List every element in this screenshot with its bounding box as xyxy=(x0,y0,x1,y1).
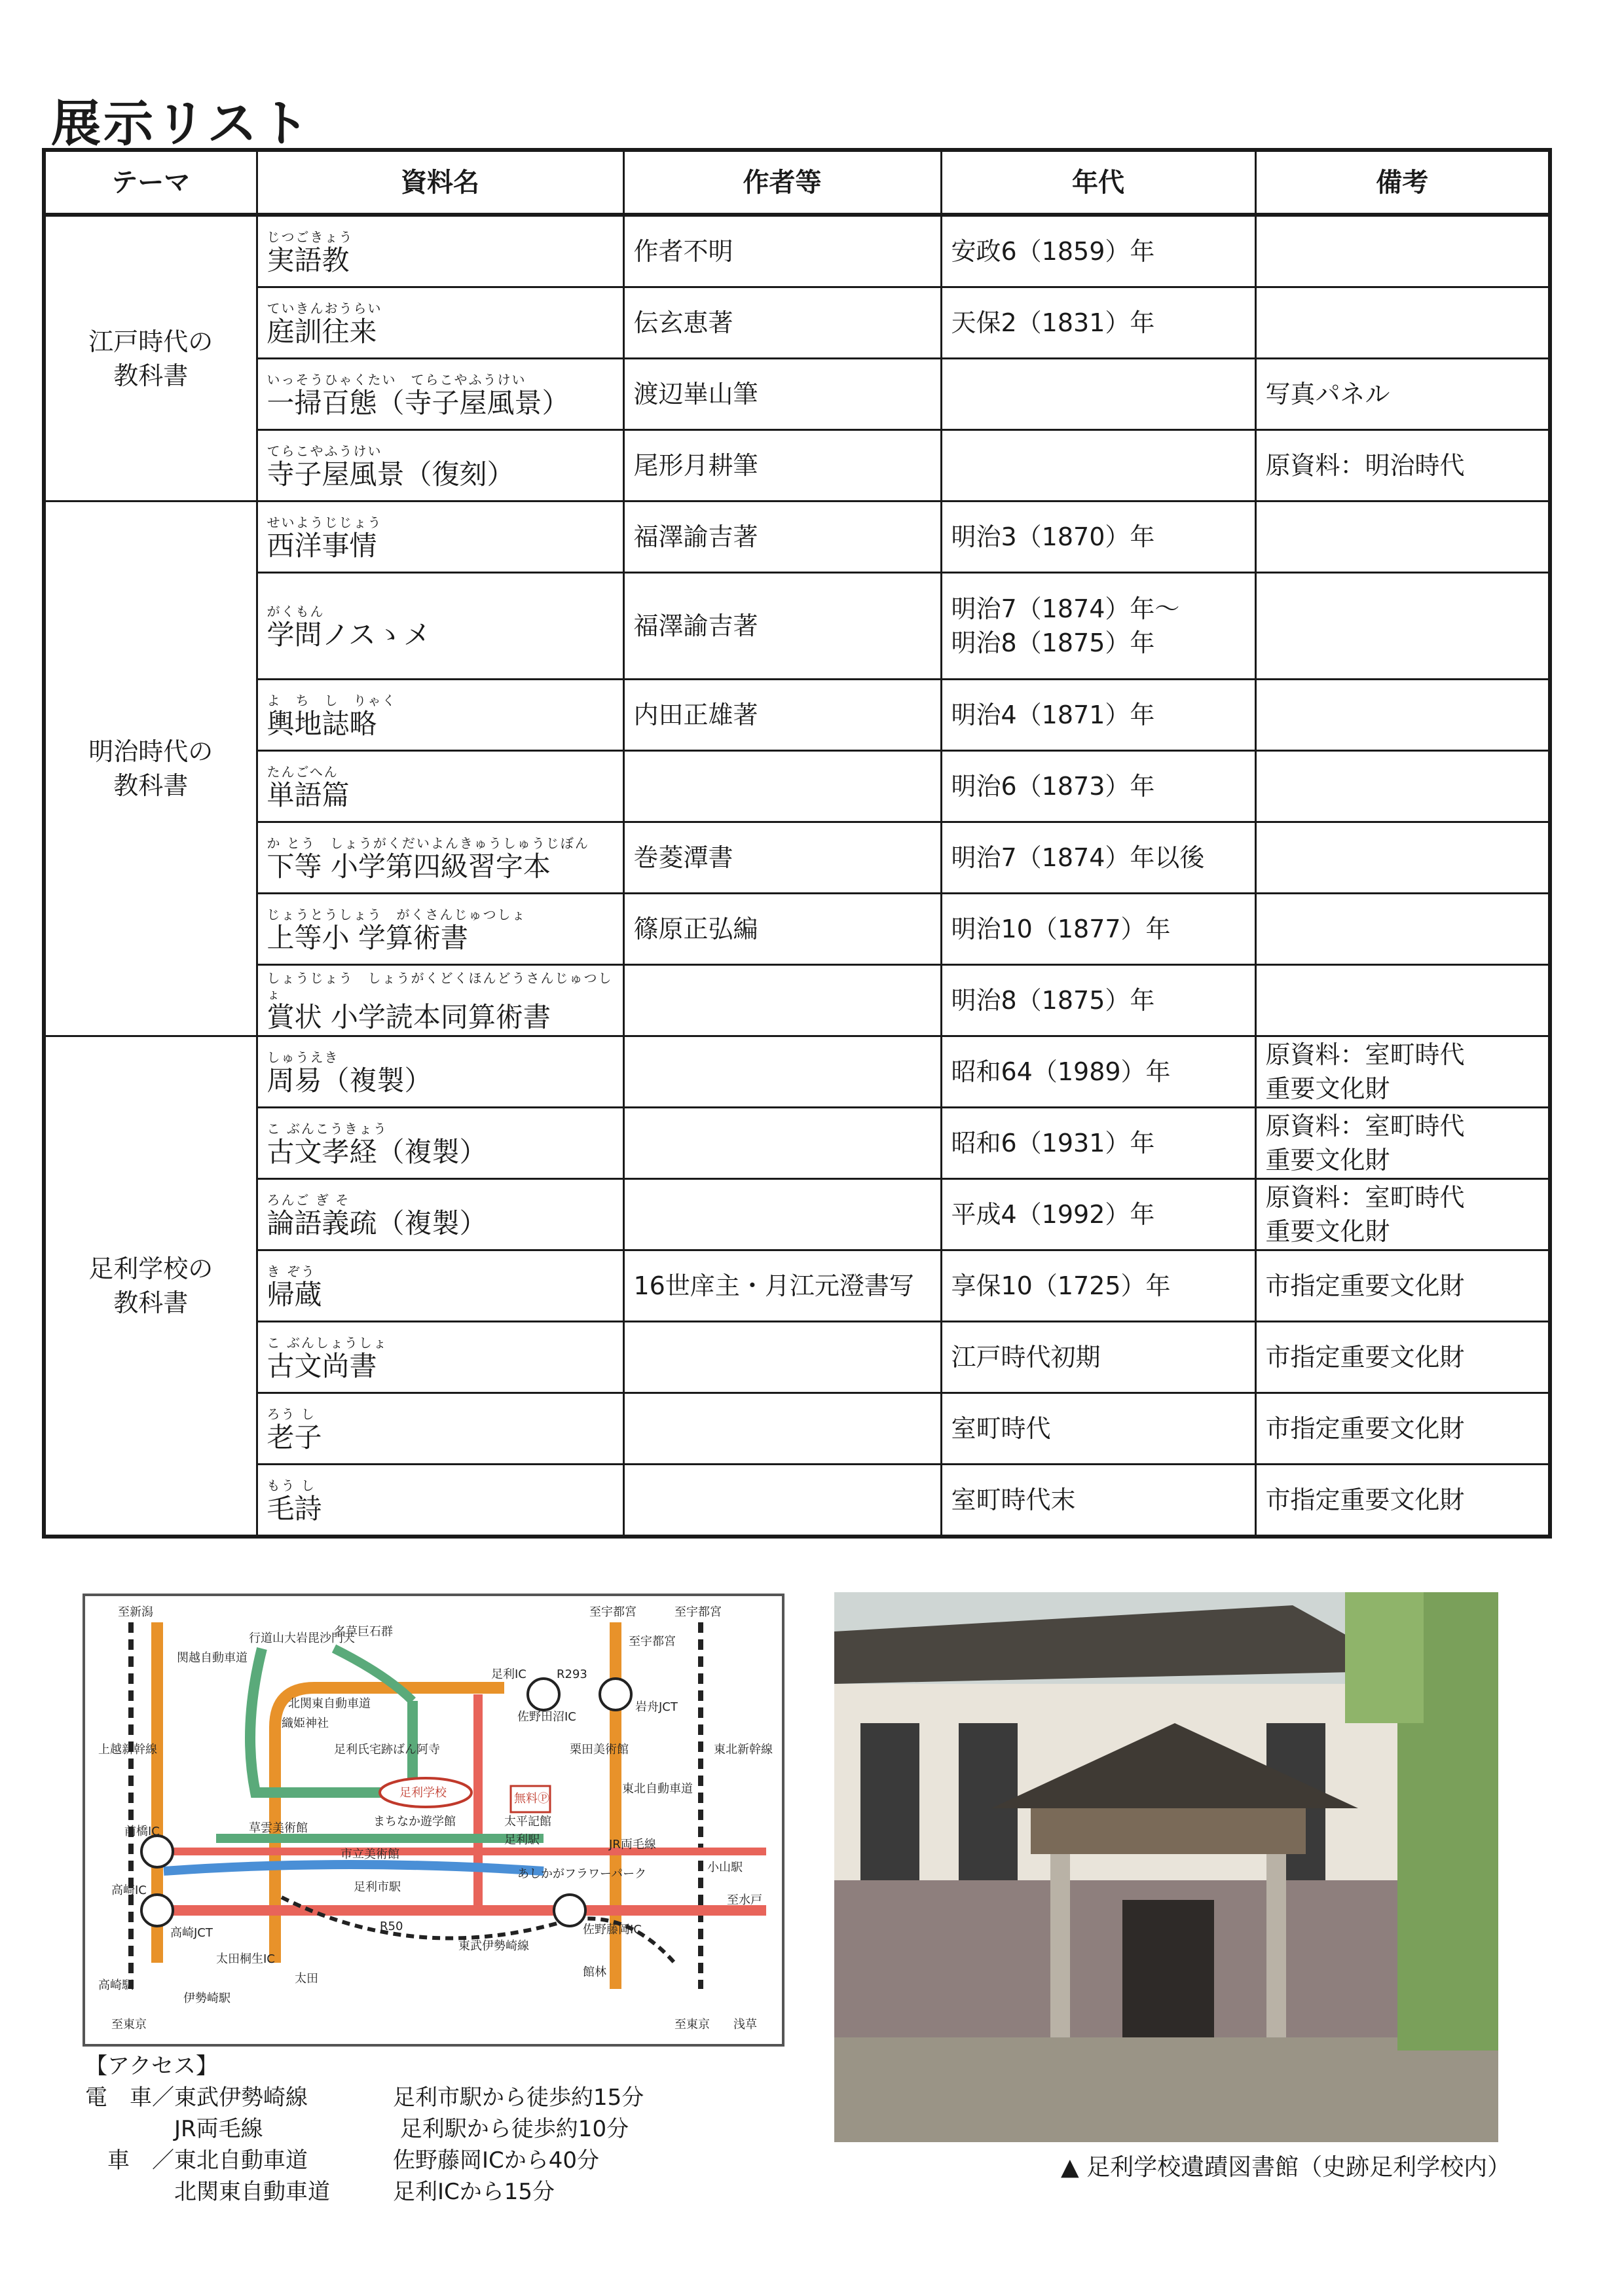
access-time: 足利ICから15分 xyxy=(393,2179,555,2205)
item-name: 寺子屋風景（復刻） xyxy=(267,458,515,490)
furigana: よ ち し りゃく xyxy=(267,693,397,708)
note-cell xyxy=(1255,359,1550,430)
name-cell xyxy=(257,501,623,573)
map-label: 関越自動車道 xyxy=(177,1651,248,1665)
note-cell xyxy=(1255,1179,1550,1250)
table-row xyxy=(44,1322,1550,1393)
item-name: 賞状 小学読本同算術書 xyxy=(267,1001,551,1033)
theme-text: 教科書 xyxy=(113,1288,189,1317)
map-label: 行道山大岩毘沙門天 xyxy=(249,1631,355,1645)
note-cell xyxy=(1255,751,1550,822)
access-route: 車 ／東北自動車道 xyxy=(85,2147,308,2174)
date-line: 明治4（1871）年 xyxy=(951,701,1155,729)
item-name: 古文尚書 xyxy=(267,1350,377,1382)
author-cell: 篠原正弘編 xyxy=(623,894,941,965)
map-label: 足利氏宅跡ばん阿寺 xyxy=(334,1743,440,1757)
item-name: 上等小 学算術書 xyxy=(267,922,468,954)
note-cell xyxy=(1255,894,1550,965)
name-cell xyxy=(257,1108,623,1179)
author-cell: 渡辺崋山筆 xyxy=(623,359,941,430)
author-cell: 作者不明 xyxy=(623,215,941,287)
note-line: 重要文化財 xyxy=(1265,1146,1390,1175)
table-row xyxy=(44,287,1550,359)
note-line: 原資料：明治時代 xyxy=(1265,451,1465,480)
author-cell xyxy=(623,1393,941,1465)
map-label: 伊勢崎駅 xyxy=(183,1992,231,2005)
name-cell xyxy=(257,751,623,822)
date-line: 昭和6（1931）年 xyxy=(951,1129,1155,1157)
map-label: 足利学校 xyxy=(399,1786,447,1800)
table-row xyxy=(44,1036,1550,1108)
table-body xyxy=(44,215,1550,1537)
table-row xyxy=(44,1465,1550,1537)
name-cell xyxy=(257,1179,623,1250)
map-label: 至宇都宮 xyxy=(674,1605,722,1619)
name-cell xyxy=(257,1250,623,1322)
date-line: 明治7（1874）年以後 xyxy=(951,843,1205,872)
theme-cell xyxy=(44,1036,257,1537)
table-row xyxy=(44,822,1550,894)
map-label: 高崎IC xyxy=(111,1884,147,1897)
map-label: 無料Ⓟ xyxy=(514,1792,549,1806)
furigana: こ ぶんしょうしょ xyxy=(267,1335,388,1351)
map-label: 織姫神社 xyxy=(282,1717,329,1730)
map-label: 浅草 xyxy=(733,2018,757,2032)
header-date: 年代 xyxy=(941,150,1255,215)
furigana: しょうじょう しょうがくどくほんどうさんじゅつしょ xyxy=(267,970,613,1002)
author-cell xyxy=(623,1036,941,1108)
map-label: 太平記館 xyxy=(504,1815,551,1829)
date-cell xyxy=(941,1322,1255,1393)
date-cell xyxy=(941,287,1255,359)
name-cell xyxy=(257,894,623,965)
furigana: か とう しょうがくだいよんきゅうしゅうじぼん xyxy=(267,835,589,851)
note-cell xyxy=(1255,215,1550,287)
date-cell xyxy=(941,359,1255,430)
author-cell xyxy=(623,1465,941,1537)
access-row xyxy=(85,2082,805,2113)
map-label: 至東京 xyxy=(674,2018,710,2032)
map-label: 東北自動車道 xyxy=(622,1782,693,1796)
note-cell xyxy=(1255,287,1550,359)
map-svg xyxy=(85,1596,782,2044)
table-row xyxy=(44,215,1550,287)
table-row xyxy=(44,680,1550,751)
header-name: 資料名 xyxy=(257,150,623,215)
theme-text: 明治時代の xyxy=(88,737,213,766)
date-line: 明治6（1873）年 xyxy=(951,772,1155,801)
item-name: 帰蔵 xyxy=(267,1279,322,1311)
map-label: JR両毛線 xyxy=(609,1838,656,1851)
author-cell: 尾形月耕筆 xyxy=(623,430,941,501)
table-row xyxy=(44,430,1550,501)
map-label: 至宇都宮 xyxy=(629,1635,676,1649)
date-cell xyxy=(941,1465,1255,1537)
map-label: 太田桐生IC xyxy=(216,1952,275,1966)
table-row xyxy=(44,894,1550,965)
note-cell xyxy=(1255,1036,1550,1108)
map-label: 至東京 xyxy=(111,2018,147,2032)
map-label: 館林 xyxy=(583,1965,606,1979)
date-cell xyxy=(941,680,1255,751)
map-label: 足利市駅 xyxy=(354,1880,401,1894)
note-line: 市指定重要文化財 xyxy=(1265,1343,1465,1372)
theme-text: 教科書 xyxy=(113,361,189,390)
date-line: 室町時代末 xyxy=(951,1485,1076,1514)
note-line: 市指定重要文化財 xyxy=(1265,1485,1465,1514)
item-name: 輿地誌略 xyxy=(267,708,377,740)
date-line: 明治3（1870）年 xyxy=(951,522,1155,551)
note-line: 市指定重要文化財 xyxy=(1265,1414,1465,1443)
theme-cell xyxy=(44,215,257,501)
access-row xyxy=(85,2145,805,2176)
date-cell xyxy=(941,965,1255,1036)
access-time: 足利市駅から徒歩約15分 xyxy=(393,2085,644,2111)
table-row xyxy=(44,359,1550,430)
name-cell xyxy=(257,965,623,1036)
author-cell: 内田正雄著 xyxy=(623,680,941,751)
map-label: 名草巨石群 xyxy=(334,1625,393,1639)
map-label: 至新潟 xyxy=(118,1605,153,1619)
name-cell xyxy=(257,287,623,359)
map-label: 市立美術館 xyxy=(341,1848,399,1861)
name-cell xyxy=(257,1393,623,1465)
author-cell xyxy=(623,1179,941,1250)
name-cell xyxy=(257,573,623,680)
item-name: 一掃百態（寺子屋風景） xyxy=(267,387,570,419)
furigana: じょうとうしょう がくさんじゅつしょ xyxy=(267,907,526,922)
furigana: せいようじじょう xyxy=(267,515,382,530)
map-label: 至水戸 xyxy=(727,1893,762,1907)
item-name: 古文孝経（複製） xyxy=(267,1136,487,1168)
note-cell xyxy=(1255,501,1550,573)
map-label: 栗田美術館 xyxy=(570,1743,629,1757)
furigana: こ ぶんこうきょう xyxy=(267,1121,388,1137)
note-cell xyxy=(1255,965,1550,1036)
map-label: 草雲美術館 xyxy=(249,1821,308,1835)
access-rows xyxy=(85,2082,805,2208)
header-note: 備考 xyxy=(1255,150,1550,215)
note-line: 写真パネル xyxy=(1265,380,1390,409)
date-cell xyxy=(941,573,1255,680)
map-label: R293 xyxy=(557,1667,587,1681)
theme-text: 教科書 xyxy=(113,771,189,800)
name-cell xyxy=(257,215,623,287)
note-line: 市指定重要文化財 xyxy=(1265,1271,1465,1300)
access-info xyxy=(85,2050,805,2208)
author-cell: 福澤諭吉著 xyxy=(623,501,941,573)
access-row xyxy=(85,2113,805,2145)
author-cell: 巻菱潭書 xyxy=(623,822,941,894)
date-cell xyxy=(941,751,1255,822)
author-cell xyxy=(623,965,941,1036)
map-label: 東武伊勢崎線 xyxy=(458,1939,529,1953)
access-heading: 【アクセス】 xyxy=(85,2053,218,2079)
author-cell: 伝玄恵著 xyxy=(623,287,941,359)
name-cell xyxy=(257,1036,623,1108)
access-row xyxy=(85,2176,805,2208)
item-name: 西洋事情 xyxy=(267,530,377,562)
note-cell xyxy=(1255,1322,1550,1393)
date-line: 平成4（1992）年 xyxy=(951,1200,1155,1229)
header-author: 作者等 xyxy=(623,150,941,215)
name-cell xyxy=(257,680,623,751)
item-name: 下等 小学第四級習字本 xyxy=(267,850,551,883)
author-cell xyxy=(623,1108,941,1179)
map-label: 東北新幹線 xyxy=(714,1743,773,1757)
map-label: R50 xyxy=(380,1920,403,1933)
access-time: 足利駅から徒歩約10分 xyxy=(393,2116,629,2142)
page-title: 展示リスト xyxy=(51,94,312,153)
note-line: 重要文化財 xyxy=(1265,1217,1390,1246)
name-cell xyxy=(257,430,623,501)
map-label: まちなか遊学館 xyxy=(373,1815,456,1829)
item-name: 単語篇 xyxy=(267,779,350,811)
note-cell xyxy=(1255,680,1550,751)
date-cell xyxy=(941,1250,1255,1322)
date-line: 天保2（1831）年 xyxy=(951,308,1155,337)
date-cell xyxy=(941,1108,1255,1179)
item-name: 学問ノスゝメ xyxy=(267,619,431,651)
furigana: もう し xyxy=(267,1478,316,1493)
note-cell xyxy=(1255,573,1550,680)
table-row xyxy=(44,1179,1550,1250)
library-photo xyxy=(834,1592,1498,2142)
furigana: たんごへん xyxy=(267,764,339,780)
table-row xyxy=(44,1108,1550,1179)
note-cell xyxy=(1255,1250,1550,1322)
map-label: 至宇都宮 xyxy=(589,1605,637,1619)
library-photo-image xyxy=(834,1592,1498,2142)
author-cell xyxy=(623,1322,941,1393)
map-label: あしかがフラワーパーク xyxy=(517,1867,647,1881)
map-label: 小山駅 xyxy=(707,1861,743,1874)
map-label: 岩舟JCT xyxy=(635,1700,678,1714)
note-cell xyxy=(1255,1108,1550,1179)
map-label: 佐野田沼IC xyxy=(517,1710,576,1724)
access-route: 電 車／東武伊勢崎線 xyxy=(85,2085,308,2111)
item-name: 毛詩 xyxy=(267,1493,322,1525)
date-line: 明治8（1875）年 xyxy=(951,986,1155,1015)
note-line: 原資料：室町時代 xyxy=(1265,1040,1465,1069)
theme-text: 江戸時代の xyxy=(88,327,213,356)
item-name: 老子 xyxy=(267,1421,322,1453)
theme-text: 足利学校の xyxy=(88,1254,213,1283)
table-row xyxy=(44,501,1550,573)
date-cell xyxy=(941,894,1255,965)
table-row xyxy=(44,965,1550,1036)
map-label: 高崎駅 xyxy=(98,1978,134,1992)
photo-caption: ▲ 足利学校遺蹟図書館（史跡足利学校内） xyxy=(1061,2154,1511,2181)
item-name: 周易（複製） xyxy=(267,1065,432,1097)
date-line: 江戸時代初期 xyxy=(951,1343,1101,1372)
note-line: 重要文化財 xyxy=(1265,1074,1390,1103)
note-cell xyxy=(1255,1465,1550,1537)
map-label: 太田 xyxy=(295,1972,318,1986)
access-time: 佐野藤岡ICから40分 xyxy=(393,2147,600,2174)
map-label: 高崎JCT xyxy=(170,1926,213,1940)
date-line: 明治7（1874）年～ xyxy=(951,594,1180,623)
author-cell xyxy=(623,751,941,822)
table-row xyxy=(44,751,1550,822)
table-row xyxy=(44,573,1550,680)
name-cell xyxy=(257,1322,623,1393)
map-label: 前橋IC xyxy=(124,1825,160,1838)
date-line: 安政6（1859）年 xyxy=(951,237,1155,266)
date-cell xyxy=(941,501,1255,573)
name-cell xyxy=(257,359,623,430)
table-header-row xyxy=(44,150,1550,215)
item-name: 庭訓往来 xyxy=(267,316,377,348)
map-label: 足利IC xyxy=(491,1667,526,1681)
name-cell xyxy=(257,1465,623,1537)
date-line: 明治8（1875）年 xyxy=(951,629,1155,657)
furigana: しゅうえき xyxy=(267,1049,339,1065)
furigana: き ぞう xyxy=(267,1264,316,1279)
access-route: JR両毛線 xyxy=(85,2116,263,2142)
access-map xyxy=(83,1594,784,2047)
access-route: 北関東自動車道 xyxy=(85,2179,330,2205)
note-line: 原資料：室町時代 xyxy=(1265,1183,1465,1212)
map-label: 北関東自動車道 xyxy=(288,1697,371,1711)
author-cell: 16世庠主・月江元澄書写 xyxy=(623,1250,941,1322)
date-cell xyxy=(941,822,1255,894)
exhibit-table xyxy=(42,148,1552,1539)
author-cell: 福澤諭吉著 xyxy=(623,573,941,680)
furigana: ろんご ぎ そ xyxy=(267,1192,350,1208)
furigana: ろう し xyxy=(267,1406,316,1422)
note-line: 原資料：室町時代 xyxy=(1265,1112,1465,1140)
date-line: 昭和64（1989）年 xyxy=(951,1057,1171,1086)
theme-cell xyxy=(44,501,257,1036)
note-cell xyxy=(1255,1393,1550,1465)
furigana: がくもん xyxy=(267,604,325,619)
note-cell xyxy=(1255,822,1550,894)
date-cell xyxy=(941,1036,1255,1108)
furigana: いっそうひゃくたい てらこやふうけい xyxy=(267,372,526,388)
map-label: 足利駅 xyxy=(504,1833,540,1847)
map-label: 佐野藤岡IC xyxy=(583,1923,642,1937)
table-row xyxy=(44,1250,1550,1322)
date-cell xyxy=(941,1393,1255,1465)
note-cell xyxy=(1255,430,1550,501)
name-cell xyxy=(257,822,623,894)
date-cell xyxy=(941,430,1255,501)
map-label: 上越新幹線 xyxy=(98,1743,157,1757)
header-theme: テーマ xyxy=(44,150,257,215)
date-line: 明治10（1877）年 xyxy=(951,915,1171,943)
furigana: てらこやふうけい xyxy=(267,443,382,459)
furigana: ていきんおうらい xyxy=(267,301,382,316)
item-name: 実語教 xyxy=(267,244,350,276)
table-row xyxy=(44,1393,1550,1465)
date-line: 室町時代 xyxy=(951,1414,1051,1443)
date-cell xyxy=(941,215,1255,287)
item-name: 論語義疏（複製） xyxy=(267,1207,487,1239)
furigana: じつごきょう xyxy=(267,229,354,245)
date-cell xyxy=(941,1179,1255,1250)
date-line: 享保10（1725）年 xyxy=(951,1271,1171,1300)
